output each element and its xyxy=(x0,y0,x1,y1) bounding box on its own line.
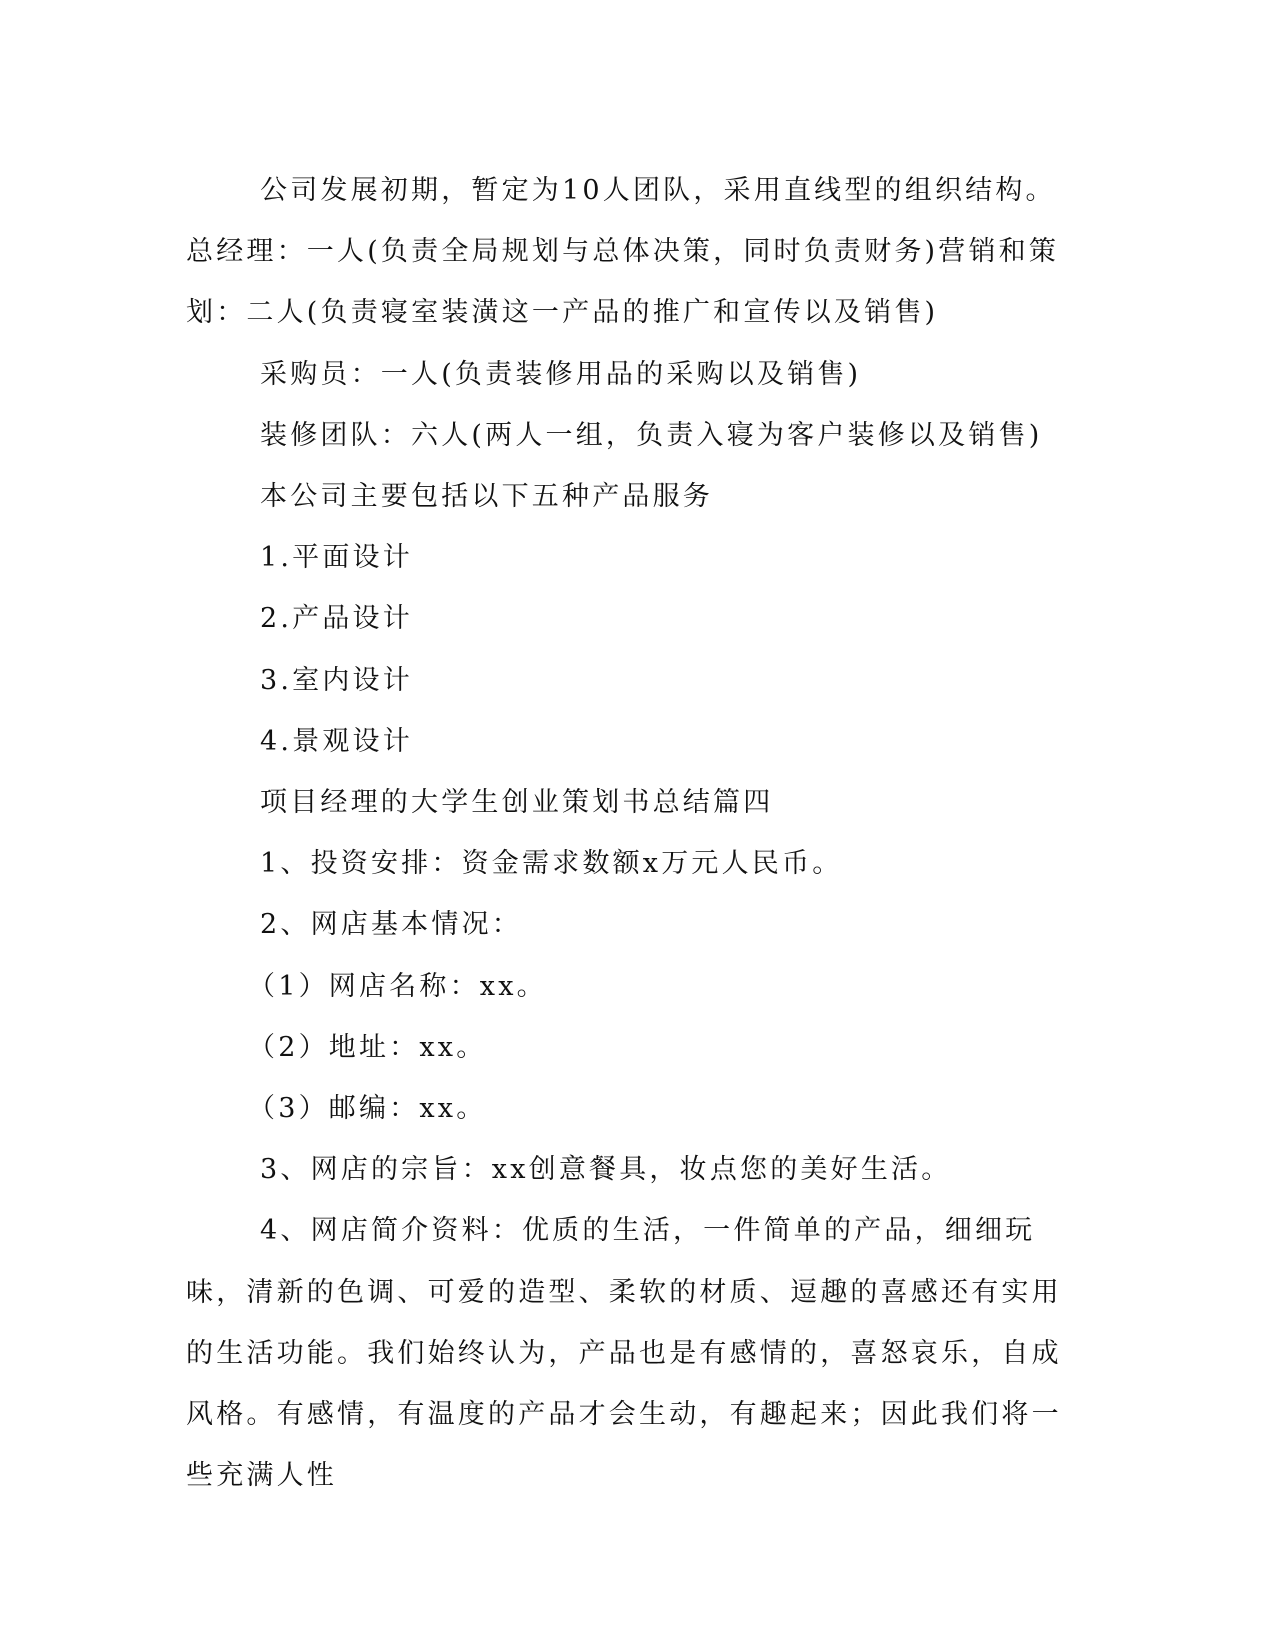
list-item-postcode: （3）邮编：xx。 xyxy=(248,1093,487,1125)
paragraph-team-structure: 公司发展初期，暂定为10人团队，采用直线型的组织结构。总经理：一人(负责全局规划与总体决策，同时负责财务)营销和策划：二人(负责寝室装潢这一产品的推广和宣传以及销售) xyxy=(186,175,1060,329)
list-item-graphic-design: 1.平面设计 xyxy=(260,542,413,574)
paragraph-shop-purpose: 3、网店的宗旨：xx创意餐具，妆点您的美好生活。 xyxy=(260,1154,952,1186)
list-item-shop-name: （1）网店名称：xx。 xyxy=(248,970,547,1002)
paragraph-purchaser: 采购员：一人(负责装修用品的采购以及销售) xyxy=(260,358,862,390)
paragraph-services-intro: 本公司主要包括以下五种产品服务 xyxy=(260,481,713,513)
document-body xyxy=(186,160,1066,1506)
paragraph-decoration-team: 装修团队：六人(两人一组，负责入寝为客户装修以及销售) xyxy=(260,419,1043,451)
list-item-landscape-design: 4.景观设计 xyxy=(260,725,413,757)
section-heading: 项目经理的大学生创业策划书总结篇四 xyxy=(260,787,774,819)
list-item-product-design: 2.产品设计 xyxy=(260,603,413,635)
paragraph-shop-basics: 2、网店基本情况： xyxy=(260,909,522,941)
paragraph-investment: 1、投资安排：资金需求数额x万元人民币。 xyxy=(260,848,843,880)
list-item-address: （2）地址：xx。 xyxy=(248,1031,487,1063)
list-item-interior-design: 3.室内设计 xyxy=(260,664,413,696)
paragraph-shop-introduction: 4、网店简介资料：优质的生活，一件简单的产品，细细玩味，清新的色调、可爱的造型、柔软的材质、逗趣的喜感还有实用的生活功能。我们始终认为，产品也是有感情的，喜怒哀乐，自成风格。有感情，有温度的产品才会生动，有趣起来；因此我们将一些充满人性 xyxy=(186,1215,1062,1492)
